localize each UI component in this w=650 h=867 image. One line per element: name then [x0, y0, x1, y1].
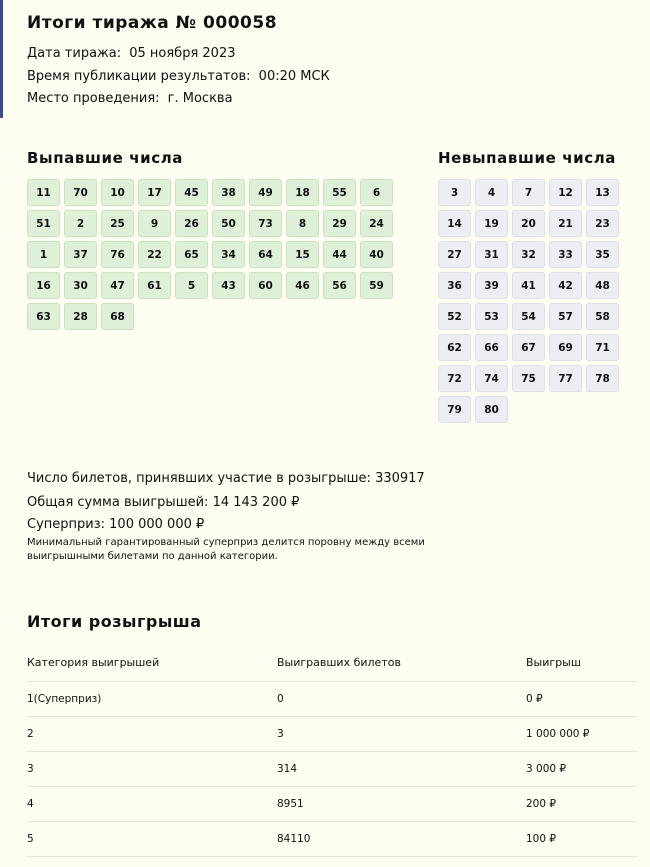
undrawn-number-ball: 33 — [549, 241, 582, 268]
drawn-number-ball: 18 — [286, 179, 319, 206]
undrawn-number-ball: 58 — [586, 303, 619, 330]
superprize-note: Минимальный гарантированный суперприз делится поровну между всеми выигрышными билетами по данной категории. — [27, 537, 425, 562]
drawn-number-ball: 55 — [323, 179, 356, 206]
drawn-number-ball: 1 — [27, 241, 60, 268]
drawn-number-ball: 8 — [286, 210, 319, 237]
undrawn-number-ball: 41 — [512, 272, 545, 299]
page-title: Итоги тиража № 000058 — [27, 13, 278, 33]
undrawn-number-ball: 12 — [549, 179, 582, 206]
table-row — [27, 787, 637, 822]
undrawn-number-ball: 78 — [586, 365, 619, 392]
drawn-number-ball: 63 — [27, 303, 60, 330]
tickets-count — [27, 471, 425, 486]
drawn-number-ball: 17 — [138, 179, 171, 206]
column-header-category: Категория выигрышей — [27, 656, 160, 669]
table-row — [27, 752, 637, 787]
row-winners: 3 — [277, 728, 284, 740]
draw-place — [27, 91, 233, 106]
undrawn-number-ball: 23 — [586, 210, 619, 237]
undrawn-number-ball: 39 — [475, 272, 508, 299]
drawn-number-ball: 30 — [64, 272, 97, 299]
undrawn-number-ball: 72 — [438, 365, 471, 392]
row-prize: 0 ₽ — [526, 693, 543, 705]
drawn-number-ball: 25 — [101, 210, 134, 237]
column-header-winners: Выигравших билетов — [277, 656, 401, 669]
undrawn-number-ball: 66 — [475, 334, 508, 361]
undrawn-number-ball: 52 — [438, 303, 471, 330]
drawn-number-ball: 22 — [138, 241, 171, 268]
undrawn-number-ball: 75 — [512, 365, 545, 392]
results-title: Итоги розыгрыша — [27, 612, 202, 631]
drawn-number-ball: 76 — [101, 241, 134, 268]
superprize — [27, 517, 204, 532]
table-header — [27, 644, 637, 682]
undrawn-number-ball: 31 — [475, 241, 508, 268]
publish-time-label: Время публикации результатов: — [27, 69, 251, 84]
drawn-number-ball: 9 — [138, 210, 171, 237]
undrawn-number-ball: 4 — [475, 179, 508, 206]
undrawn-number-ball: 13 — [586, 179, 619, 206]
row-category: 1(Суперприз) — [27, 693, 102, 705]
row-winners: 0 — [277, 693, 284, 705]
row-winners: 84110 — [277, 833, 311, 845]
drawn-number-ball: 34 — [212, 241, 245, 268]
drawn-number-ball: 2 — [64, 210, 97, 237]
drawn-number-ball: 28 — [64, 303, 97, 330]
drawn-number-ball: 60 — [249, 272, 282, 299]
total-winnings-label: Общая сумма выигрышей: — [27, 495, 209, 510]
undrawn-number-ball: 74 — [475, 365, 508, 392]
undrawn-number-ball: 27 — [438, 241, 471, 268]
draw-date — [27, 46, 236, 61]
drawn-number-ball: 51 — [27, 210, 60, 237]
drawn-number-ball: 50 — [212, 210, 245, 237]
drawn-number-ball: 61 — [138, 272, 171, 299]
drawn-number-ball: 43 — [212, 272, 245, 299]
row-winners: 314 — [277, 763, 298, 775]
drawn-number-ball: 11 — [27, 179, 60, 206]
undrawn-number-ball: 77 — [549, 365, 582, 392]
drawn-number-ball: 16 — [27, 272, 60, 299]
drawn-number-ball: 37 — [64, 241, 97, 268]
undrawn-number-ball: 80 — [475, 396, 508, 423]
drawn-number-ball: 65 — [175, 241, 208, 268]
undrawn-number-ball: 62 — [438, 334, 471, 361]
drawn-number-ball: 46 — [286, 272, 319, 299]
table-row — [27, 822, 637, 857]
tickets-count-label: Число билетов, принявших участие в розыгрыше: — [27, 471, 371, 486]
row-winners: 8951 — [277, 798, 304, 810]
undrawn-number-ball: 69 — [549, 334, 582, 361]
undrawn-number-ball: 19 — [475, 210, 508, 237]
total-winnings — [27, 495, 299, 510]
undrawn-number-ball: 71 — [586, 334, 619, 361]
drawn-number-ball: 47 — [101, 272, 134, 299]
drawn-numbers-grid — [27, 179, 393, 330]
undrawn-number-ball: 21 — [549, 210, 582, 237]
drawn-number-ball: 40 — [360, 241, 393, 268]
drawn-number-ball: 68 — [101, 303, 134, 330]
row-category: 4 — [27, 798, 34, 810]
undrawn-number-ball: 53 — [475, 303, 508, 330]
undrawn-number-ball: 32 — [512, 241, 545, 268]
drawn-numbers-title: Выпавшие числа — [27, 149, 184, 167]
undrawn-numbers-title: Невыпавшие числа — [438, 149, 617, 167]
table-row — [27, 717, 637, 752]
drawn-number-ball: 56 — [323, 272, 356, 299]
drawn-number-ball: 29 — [323, 210, 356, 237]
row-prize: 200 ₽ — [526, 798, 557, 810]
undrawn-number-ball: 35 — [586, 241, 619, 268]
drawn-number-ball: 64 — [249, 241, 282, 268]
drawn-number-ball: 70 — [64, 179, 97, 206]
accent-bar — [0, 0, 3, 118]
drawn-number-ball: 59 — [360, 272, 393, 299]
row-category: 2 — [27, 728, 34, 740]
superprize-value: 100 000 000 ₽ — [109, 517, 205, 532]
tickets-count-value: 330917 — [375, 471, 425, 486]
undrawn-number-ball: 20 — [512, 210, 545, 237]
superprize-label: Суперприз: — [27, 517, 106, 532]
total-winnings-value: 14 143 200 ₽ — [212, 495, 300, 510]
row-category: 3 — [27, 763, 34, 775]
draw-date-value: 05 ноября 2023 — [129, 46, 236, 61]
row-prize: 1 000 000 ₽ — [526, 728, 590, 740]
drawn-number-ball: 24 — [360, 210, 393, 237]
drawn-number-ball: 5 — [175, 272, 208, 299]
publish-time-value: 00:20 МСК — [258, 69, 330, 84]
publish-time — [27, 69, 330, 84]
row-prize: 3 000 ₽ — [526, 763, 567, 775]
undrawn-number-ball: 57 — [549, 303, 582, 330]
results-table — [27, 644, 637, 857]
column-header-prize: Выигрыш — [526, 656, 581, 669]
drawn-number-ball: 10 — [101, 179, 134, 206]
row-category: 5 — [27, 833, 34, 845]
undrawn-number-ball: 48 — [586, 272, 619, 299]
draw-place-value: г. Москва — [167, 91, 233, 106]
undrawn-numbers-grid — [438, 179, 619, 423]
row-prize: 100 ₽ — [526, 833, 557, 845]
draw-date-label: Дата тиража: — [27, 46, 122, 61]
drawn-number-ball: 44 — [323, 241, 356, 268]
drawn-number-ball: 26 — [175, 210, 208, 237]
draw-place-label: Место проведения: — [27, 91, 160, 106]
undrawn-number-ball: 54 — [512, 303, 545, 330]
undrawn-number-ball: 7 — [512, 179, 545, 206]
undrawn-number-ball: 3 — [438, 179, 471, 206]
undrawn-number-ball: 42 — [549, 272, 582, 299]
drawn-number-ball: 45 — [175, 179, 208, 206]
undrawn-number-ball: 14 — [438, 210, 471, 237]
undrawn-number-ball: 36 — [438, 272, 471, 299]
drawn-number-ball: 6 — [360, 179, 393, 206]
undrawn-number-ball: 79 — [438, 396, 471, 423]
table-row — [27, 682, 637, 717]
drawn-number-ball: 15 — [286, 241, 319, 268]
undrawn-number-ball: 67 — [512, 334, 545, 361]
drawn-number-ball: 49 — [249, 179, 282, 206]
drawn-number-ball: 73 — [249, 210, 282, 237]
drawn-number-ball: 38 — [212, 179, 245, 206]
